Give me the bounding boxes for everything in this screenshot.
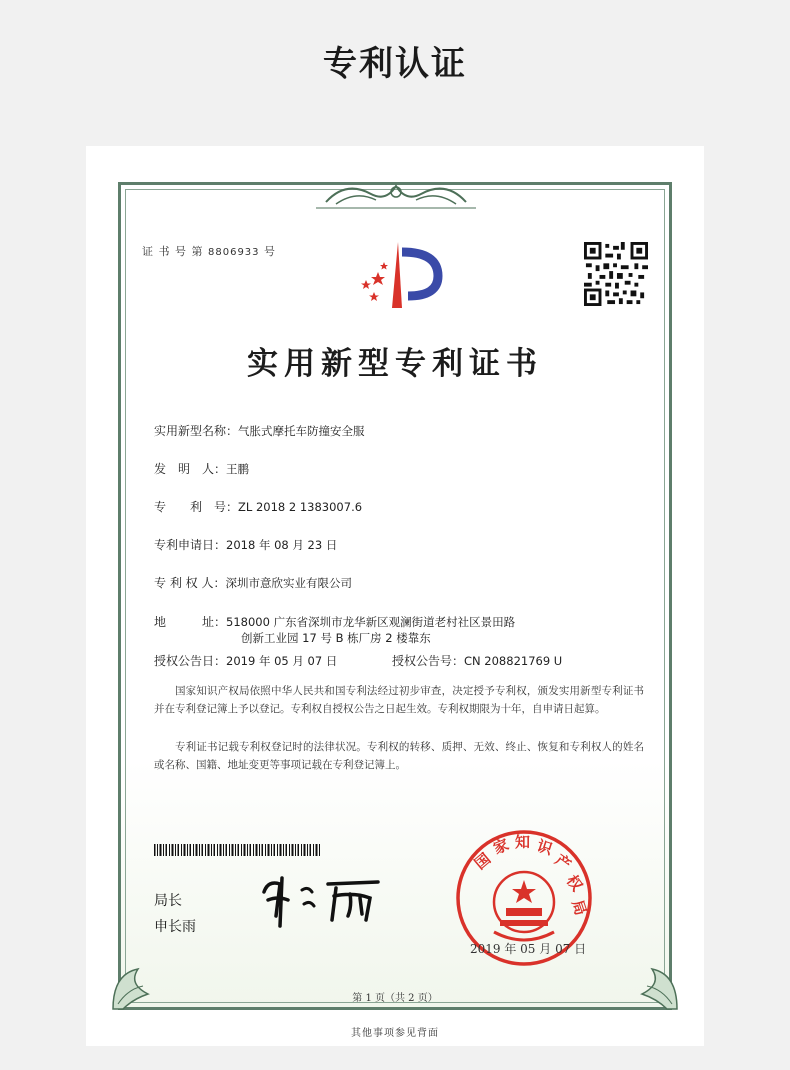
patent-certificate xyxy=(86,146,704,1046)
grant-number: 授权公告号：CN 208821769 U xyxy=(392,654,563,668)
corner-ornament-icon xyxy=(108,954,168,1014)
svg-text:产: 产 xyxy=(551,850,575,875)
top-ornament-icon xyxy=(316,176,476,210)
patentee: 专 利 权 人：深圳市意欣实业有限公司 xyxy=(154,576,352,590)
corner-ornament-icon xyxy=(622,954,682,1014)
page-number: 第 1 页（共 2 页） xyxy=(352,993,438,1004)
grant-statement: 国家知识产权局依照中华人民共和国专利法经过初步审查，决定授予专利权，颁发实用新型专利证书并在专利登记簿上予以登记。专利权自授权公告之日起生效。专利权期限为十年，自申请日起算。 xyxy=(154,685,644,715)
legal-status-note: 专利证书记载专利权登记时的法律状况。专利权的转移、质押、无效、终止、恢复和专利权人的姓名或名称、国籍、地址变更等事项记载在专利登记簿上。 xyxy=(154,741,644,771)
svg-text:局: 局 xyxy=(568,897,590,918)
certificate-number: 证 书 号 第 8806933 号 xyxy=(142,245,277,258)
patent-number: 专 利 号：ZL 2018 2 1383007.6 xyxy=(154,500,363,514)
address: 地 址：518000 广东省深圳市龙华新区观澜街道老村社区景田路 xyxy=(154,615,516,629)
cnipa-logo-icon xyxy=(352,238,448,310)
director-name: 申长雨 xyxy=(154,919,196,935)
svg-text:知: 知 xyxy=(515,833,531,851)
certificate-title: 实用新型专利证书 xyxy=(247,346,543,382)
qr-code-icon xyxy=(583,242,649,306)
svg-text:识: 识 xyxy=(534,836,555,859)
svg-text:家: 家 xyxy=(490,835,512,858)
svg-text:权: 权 xyxy=(562,871,587,895)
barcode-icon xyxy=(154,844,320,856)
page-title: 专利认证 xyxy=(323,44,467,84)
filing-date: 专利申请日：2018 年 08 月 23 日 xyxy=(154,538,338,552)
address-line-2: 创新工业园 17 号 B 栋厂房 2 楼靠东 xyxy=(241,631,431,645)
footer-note: 其他事项参见背面 xyxy=(351,1028,439,1039)
inventor: 发 明 人：王鹏 xyxy=(154,462,250,476)
svg-text:国: 国 xyxy=(471,849,495,874)
signature-icon xyxy=(258,870,398,930)
director-title: 局长 xyxy=(154,893,182,909)
seal-date: 2019 年 05 月 07 日 xyxy=(470,942,587,956)
grant-date: 授权公告日：2019 年 05 月 07 日 xyxy=(154,654,338,668)
utility-model-name: 实用新型名称：气胀式摩托车防撞安全服 xyxy=(154,424,365,438)
